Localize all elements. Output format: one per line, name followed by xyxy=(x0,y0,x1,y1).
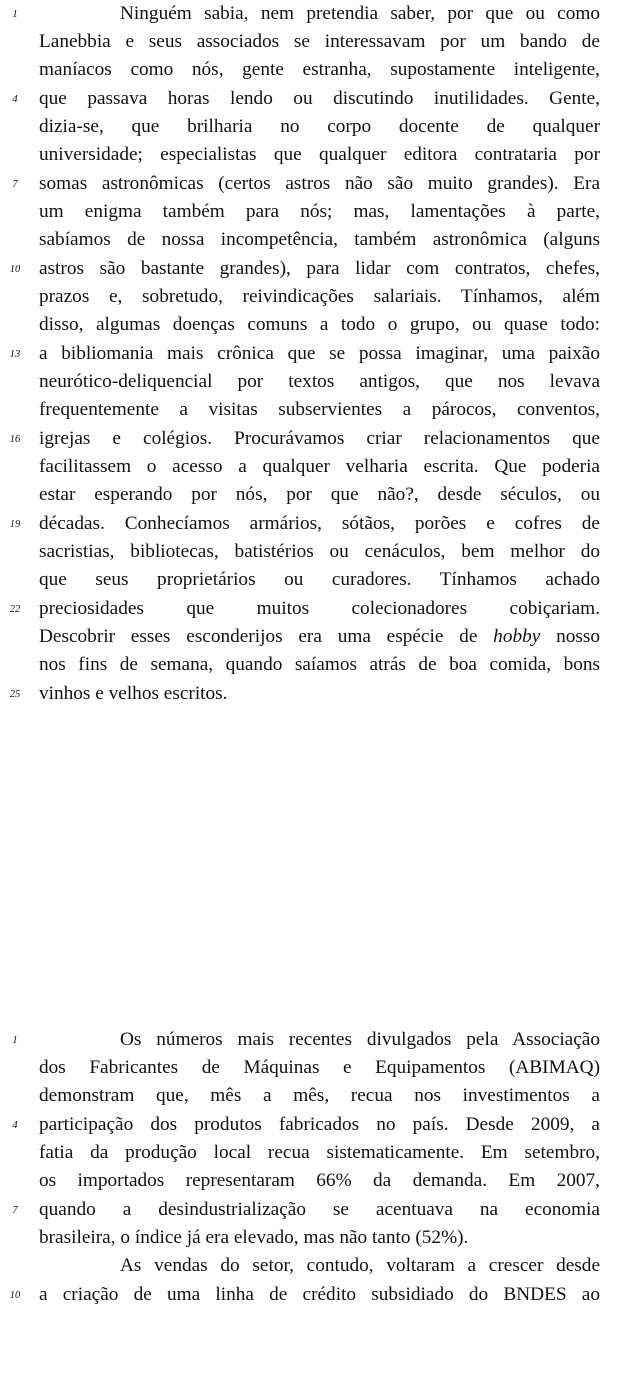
line-number: 19 xyxy=(9,519,21,530)
passage-1-line-8: um enigma também para nós; mas, lamentações à parte, xyxy=(39,201,600,222)
line-number: 10 xyxy=(9,264,21,275)
passage-1-line-18: estar esperando por nós, por que não?, desde séculos, ou xyxy=(39,484,600,505)
passage-1-line-1: Ninguém sabia, nem pretendia saber, por que ou como xyxy=(120,3,600,24)
italic-word: hobby xyxy=(493,626,541,647)
passage-1-line-16: igrejas e colégios. Procurávamos criar relacionamentos que xyxy=(39,428,600,449)
passage-1-line-10: astros são bastante grandes), para lidar com contratos, chefes, xyxy=(39,258,600,279)
passage-1-line-22: preciosidades que muitos colecionadores cobiçariam. xyxy=(39,598,600,619)
passage-2-line-5: fatia da produção local recua sistematicamente. Em setembro, xyxy=(39,1142,600,1163)
passage-1-line-24: nos fins de semana, quando saíamos atrás de boa comida, bons xyxy=(39,654,600,675)
line-number: 7 xyxy=(12,179,18,190)
passage-2-line-9: As vendas do setor, contudo, voltaram a crescer desde xyxy=(120,1255,600,1276)
line-number: 16 xyxy=(9,434,21,445)
passage-1-line-23 xyxy=(39,623,600,651)
passage-2-line-6: os importados representaram 66% da demanda. Em 2007, xyxy=(39,1170,600,1191)
passage-1-line-20: sacristias, bibliotecas, batistérios ou cenáculos, bem melhor do xyxy=(39,541,600,562)
line-number: 1 xyxy=(12,1035,18,1046)
passage-1-line-14: neurótico-deliquencial por textos antigos, que nos levava xyxy=(39,371,600,392)
passage-1-line-6: universidade; especialistas que qualquer editora contrataria por xyxy=(39,144,600,165)
passage-1-line-4: que passava horas lendo ou discutindo inutilidades. Gente, xyxy=(39,88,600,109)
passage-1-line-13: a bibliomania mais crônica que se possa imaginar, uma paixão xyxy=(39,343,600,364)
line-text: Descobrir esses esconderijos era uma espécie de xyxy=(39,626,494,647)
passage-1-line-21: que seus proprietários ou curadores. Tínhamos achado xyxy=(39,569,600,590)
passage-2-line-1: Os números mais recentes divulgados pela Associação xyxy=(120,1029,600,1050)
passage-2-line-3: demonstram que, mês a mês, recua nos investimentos a xyxy=(39,1085,600,1106)
passage-2-line-4: participação dos produtos fabricados no país. Desde 2009, a xyxy=(39,1114,600,1135)
line-number: 4 xyxy=(12,1120,18,1131)
passage-1-line-12: disso, algumas doenças comuns a todo o grupo, ou quase todo: xyxy=(39,314,600,335)
passage-1-line-11: prazos e, sobretudo, reivindicações salariais. Tínhamos, além xyxy=(39,286,600,307)
passage-2-line-7: quando a desindustrialização se acentuava na economia xyxy=(39,1199,600,1220)
line-number: 13 xyxy=(9,349,21,360)
line-text: nosso xyxy=(540,626,601,647)
passage-2-line-10: a criação de uma linha de crédito subsidiado do BNDES ao xyxy=(39,1284,600,1305)
line-number: 1 xyxy=(12,9,18,20)
passage-1-line-19: décadas. Conhecíamos armários, sótãos, porões e cofres de xyxy=(39,513,600,534)
passage-2-line-2: dos Fabricantes de Máquinas e Equipamentos (ABIMAQ) xyxy=(39,1057,600,1078)
passage-1-line-9: sabíamos de nossa incompetência, também astronômica (alguns xyxy=(39,229,600,250)
passage-1-line-2: Lanebbia e seus associados se interessavam por um bando de xyxy=(39,31,600,52)
passage-1-line-7: somas astronômicas (certos astros não são muito grandes). Era xyxy=(39,173,600,194)
line-number: 25 xyxy=(9,689,21,700)
passage-1-line-3: maníacos como nós, gente estranha, supostamente inteligente, xyxy=(39,59,600,80)
line-number: 4 xyxy=(12,94,18,105)
passage-1-line-15: frequentemente a visitas subservientes a párocos, conventos, xyxy=(39,399,600,420)
passage-1-line-5: dizia-se, que brilharia no corpo docente de qualquer xyxy=(39,116,600,137)
passage-1-line-17: facilitassem o acesso a qualquer velharia escrita. Que poderia xyxy=(39,456,600,477)
line-number: 7 xyxy=(12,1205,18,1216)
line-number: 22 xyxy=(9,604,21,615)
passage-1-line-25: vinhos e velhos escritos. xyxy=(39,683,228,704)
line-number: 10 xyxy=(9,1290,21,1301)
passage-2-line-8: brasileira, o índice já era elevado, mas não tanto (52%). xyxy=(39,1227,469,1248)
